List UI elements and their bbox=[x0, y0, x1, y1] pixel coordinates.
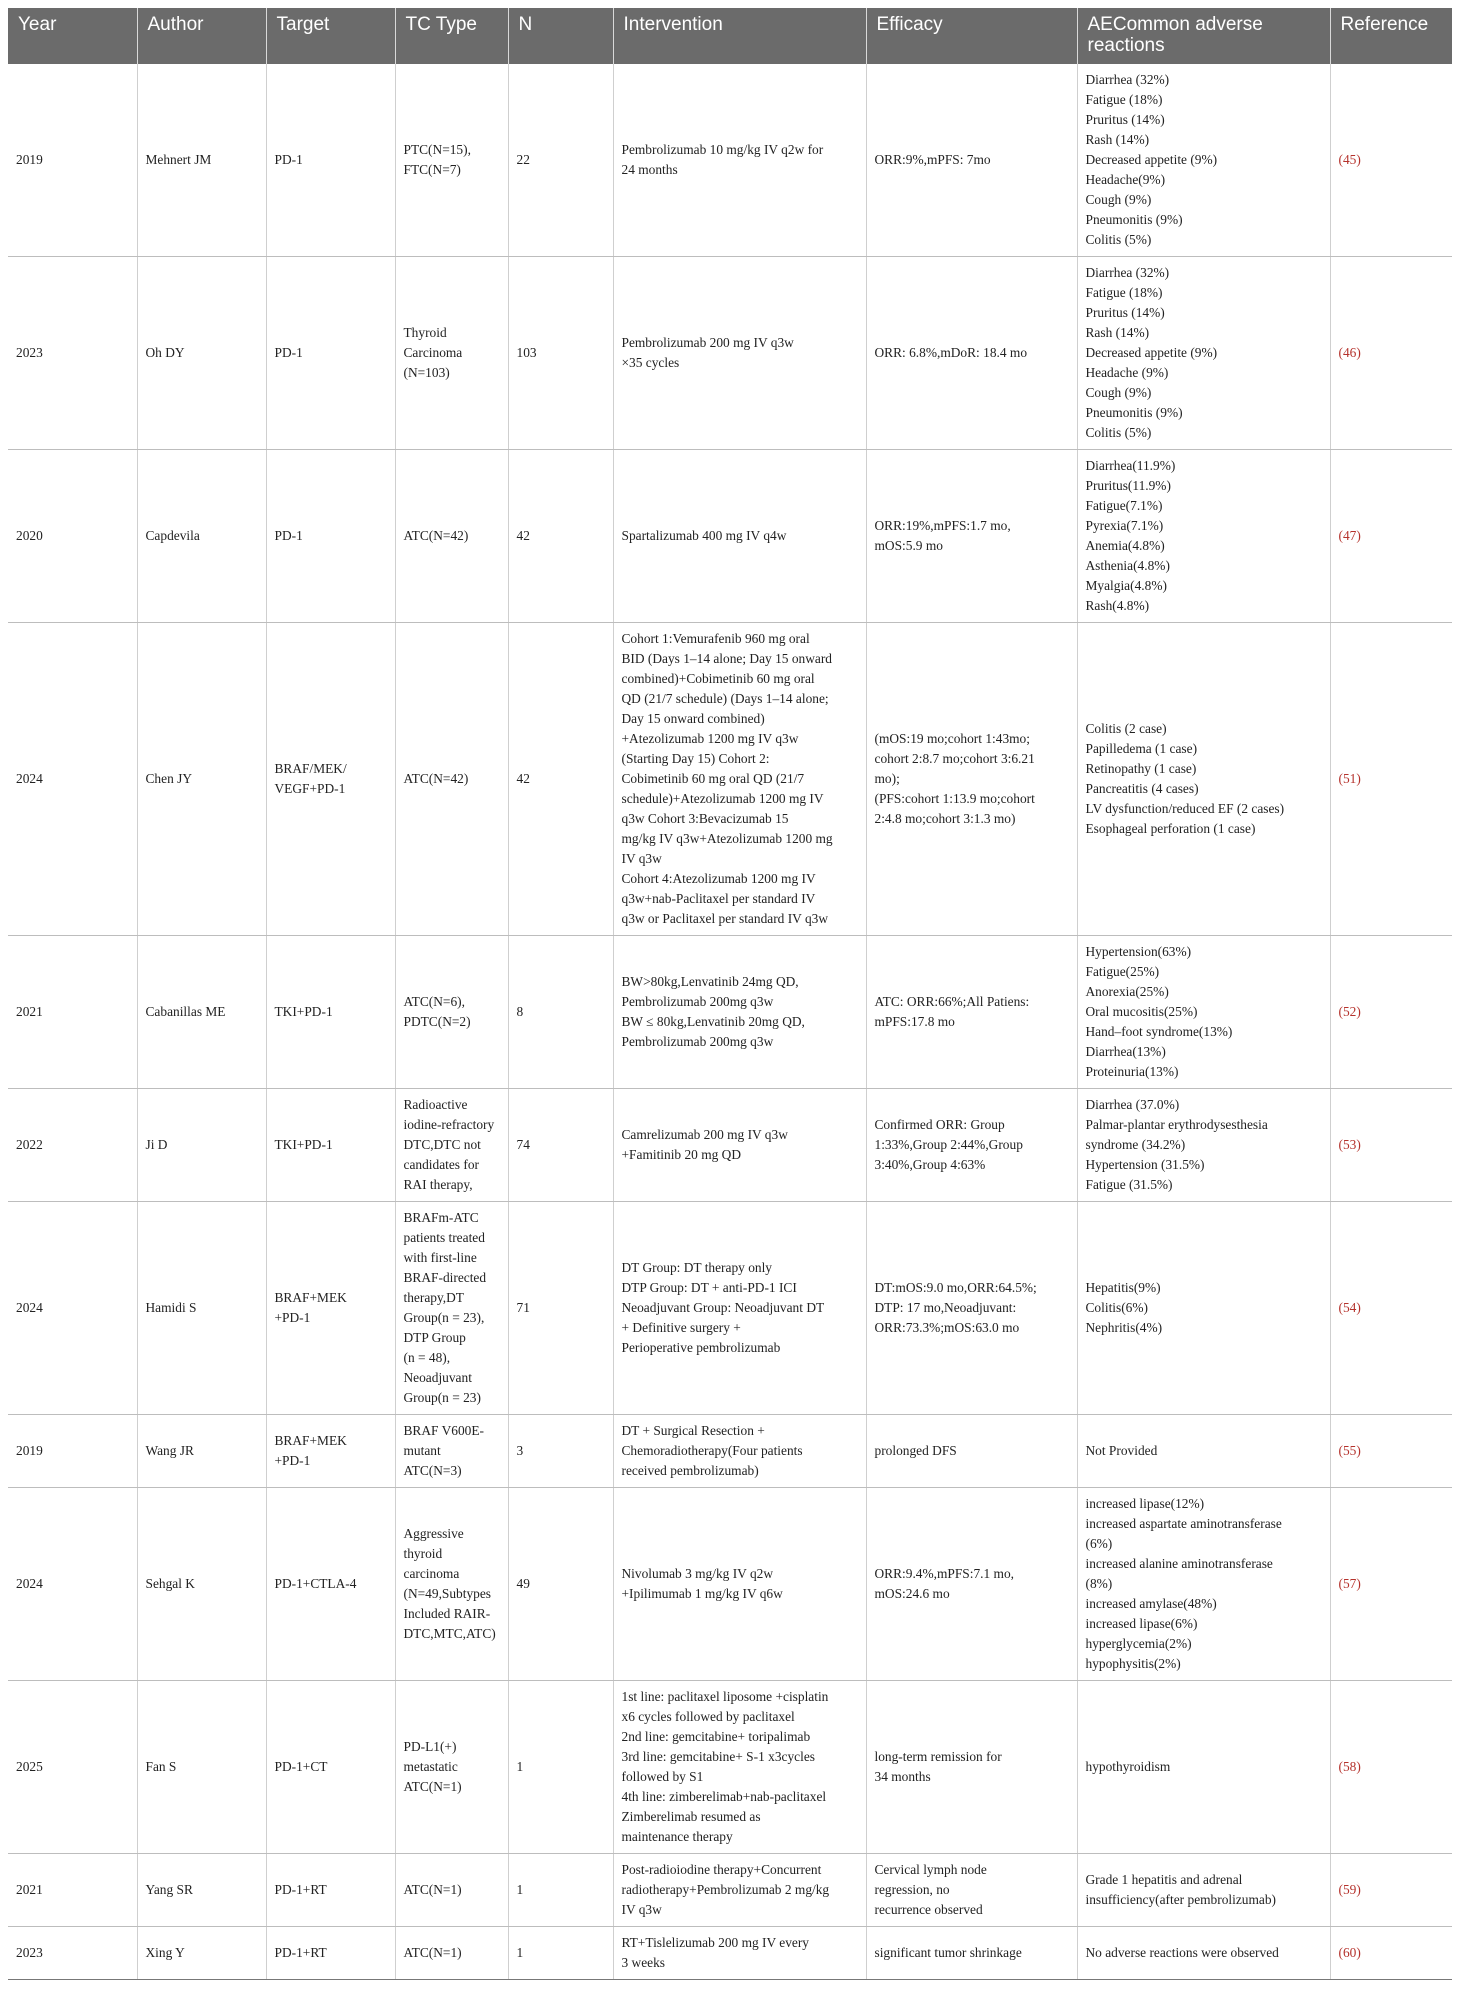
cell-efficacy: DT:mOS:9.0 mo,ORR:64.5%; DTP: 17 mo,Neoadjuvant: ORR:73.3%;mOS:63.0 mo bbox=[866, 1202, 1077, 1415]
header-reference: Reference bbox=[1330, 8, 1452, 64]
cell-tc-type: Radioactive iodine-refractory DTC,DTC not candidates for RAI therapy, bbox=[395, 1089, 508, 1202]
cell-tc-type: PTC(N=15), FTC(N=7) bbox=[395, 64, 508, 257]
reference-link[interactable]: (58) bbox=[1330, 1681, 1452, 1854]
header-n: N bbox=[508, 8, 613, 64]
reference-link[interactable]: (51) bbox=[1330, 623, 1452, 936]
reference-link[interactable]: (45) bbox=[1330, 64, 1452, 257]
cell-adverse-reactions: hypothyroidism bbox=[1077, 1681, 1330, 1854]
cell-target: TKI+PD-1 bbox=[266, 1089, 395, 1202]
cell-year: 2019 bbox=[8, 64, 137, 257]
cell-target: PD-1 bbox=[266, 257, 395, 450]
cell-efficacy: prolonged DFS bbox=[866, 1415, 1077, 1488]
cell-year: 2023 bbox=[8, 257, 137, 450]
table-row bbox=[8, 1488, 1452, 1681]
header-efficacy: Efficacy bbox=[866, 8, 1077, 64]
cell-author: Hamidi S bbox=[137, 1202, 266, 1415]
clinical-trials-table-container bbox=[8, 8, 1452, 1980]
cell-intervention: Pembrolizumab 10 mg/kg IV q2w for 24 months bbox=[613, 64, 866, 257]
cell-adverse-reactions: Not Provided bbox=[1077, 1415, 1330, 1488]
cell-n: 3 bbox=[508, 1415, 613, 1488]
cell-intervention: BW>80kg,Lenvatinib 24mg QD, Pembrolizumab 200mg q3w BW ≤ 80kg,Lenvatinib 20mg QD, Pembrolizumab 200mg q3w bbox=[613, 936, 866, 1089]
reference-link[interactable]: (60) bbox=[1330, 1927, 1452, 1980]
cell-n: 49 bbox=[508, 1488, 613, 1681]
cell-efficacy: Confirmed ORR: Group 1:33%,Group 2:44%,Group 3:40%,Group 4:63% bbox=[866, 1089, 1077, 1202]
reference-link[interactable]: (54) bbox=[1330, 1202, 1452, 1415]
cell-author: Wang JR bbox=[137, 1415, 266, 1488]
cell-year: 2024 bbox=[8, 1488, 137, 1681]
table-row bbox=[8, 1854, 1452, 1927]
cell-n: 8 bbox=[508, 936, 613, 1089]
cell-year: 2019 bbox=[8, 1415, 137, 1488]
cell-target: PD-1+CT bbox=[266, 1681, 395, 1854]
cell-target: PD-1 bbox=[266, 64, 395, 257]
cell-efficacy: ORR:9.4%,mPFS:7.1 mo, mOS:24.6 mo bbox=[866, 1488, 1077, 1681]
table-row bbox=[8, 623, 1452, 936]
table-row bbox=[8, 257, 1452, 450]
table-row bbox=[8, 1415, 1452, 1488]
cell-adverse-reactions: Diarrhea (32%) Fatigue (18%) Pruritus (14%) Rash (14%) Decreased appetite (9%) Headache (9%) Cough (9%) Pneumonitis (9%) Colitis (5%) bbox=[1077, 257, 1330, 450]
cell-adverse-reactions: No adverse reactions were observed bbox=[1077, 1927, 1330, 1980]
cell-n: 22 bbox=[508, 64, 613, 257]
table-header bbox=[8, 8, 1452, 64]
cell-intervention: Nivolumab 3 mg/kg IV q2w +Ipilimumab 1 mg/kg IV q6w bbox=[613, 1488, 866, 1681]
cell-efficacy: Cervical lymph node regression, no recurrence observed bbox=[866, 1854, 1077, 1927]
cell-intervention: Post-radioiodine therapy+Concurrent radiotherapy+Pembrolizumab 2 mg/kg IV q3w bbox=[613, 1854, 866, 1927]
cell-author: Xing Y bbox=[137, 1927, 266, 1980]
cell-intervention: Cohort 1:Vemurafenib 960 mg oral BID (Days 1–14 alone; Day 15 onward combined)+Cobimetinib 60 mg oral QD (21/7 schedule) (Days 1–14 alone; Day 15 onward combined) +Atezolizumab 1200 mg IV q3w (Starting Day 15) Cohort 2: Cobimetinib 60 mg oral QD (21/7 schedule)+Atezolizumab 1200 mg IV q3w Cohort 3:Bevacizumab 15 mg/kg IV q3w+Atezolizumab 1200 mg IV q3w Cohort 4:Atezolizumab 1200 mg IV q3w+nab-Paclitaxel per standard IV q3w or Paclitaxel per standard IV q3w bbox=[613, 623, 866, 936]
table-row bbox=[8, 450, 1452, 623]
header-author: Author bbox=[137, 8, 266, 64]
cell-tc-type: Aggressive thyroid carcinoma (N=49,Subtypes Included RAIR- DTC,MTC,ATC) bbox=[395, 1488, 508, 1681]
cell-efficacy: ORR:9%,mPFS: 7mo bbox=[866, 64, 1077, 257]
cell-target: PD-1+RT bbox=[266, 1927, 395, 1980]
cell-target: PD-1+CTLA-4 bbox=[266, 1488, 395, 1681]
cell-adverse-reactions: Diarrhea (32%) Fatigue (18%) Pruritus (14%) Rash (14%) Decreased appetite (9%) Headache(9%) Cough (9%) Pneumonitis (9%) Colitis (5%) bbox=[1077, 64, 1330, 257]
header-tc-type: TC Type bbox=[395, 8, 508, 64]
cell-intervention: 1st line: paclitaxel liposome +cisplatin x6 cycles followed by paclitaxel 2nd line: gemcitabine+ toripalimab 3rd line: gemcitabine+ S-1 x3cycles followed by S1 4th line: zimberelimab+nab-paclitaxel Zimberelimab resumed as maintenance therapy bbox=[613, 1681, 866, 1854]
header-row bbox=[8, 8, 1452, 64]
cell-tc-type: PD-L1(+) metastatic ATC(N=1) bbox=[395, 1681, 508, 1854]
cell-adverse-reactions: Diarrhea(11.9%) Pruritus(11.9%) Fatigue(7.1%) Pyrexia(7.1%) Anemia(4.8%) Asthenia(4.8%) Myalgia(4.8%) Rash(4.8%) bbox=[1077, 450, 1330, 623]
cell-author: Oh DY bbox=[137, 257, 266, 450]
cell-year: 2024 bbox=[8, 623, 137, 936]
cell-year: 2023 bbox=[8, 1927, 137, 1980]
cell-author: Yang SR bbox=[137, 1854, 266, 1927]
cell-adverse-reactions: Diarrhea (37.0%) Palmar-plantar erythrodysesthesia syndrome (34.2%) Hypertension (31.5%) Fatigue (31.5%) bbox=[1077, 1089, 1330, 1202]
header-adverse-reactions: AECommon adverse reactions bbox=[1077, 8, 1330, 64]
cell-tc-type: ATC(N=42) bbox=[395, 623, 508, 936]
cell-n: 71 bbox=[508, 1202, 613, 1415]
reference-link[interactable]: (53) bbox=[1330, 1089, 1452, 1202]
cell-tc-type: ATC(N=1) bbox=[395, 1927, 508, 1980]
cell-tc-type: ATC(N=6), PDTC(N=2) bbox=[395, 936, 508, 1089]
cell-adverse-reactions: Hypertension(63%) Fatigue(25%) Anorexia(25%) Oral mucositis(25%) Hand–foot syndrome(13%) Diarrhea(13%) Proteinuria(13%) bbox=[1077, 936, 1330, 1089]
cell-target: BRAF/MEK/ VEGF+PD-1 bbox=[266, 623, 395, 936]
cell-intervention: Pembrolizumab 200 mg IV q3w ×35 cycles bbox=[613, 257, 866, 450]
cell-efficacy: ORR: 6.8%,mDoR: 18.4 mo bbox=[866, 257, 1077, 450]
table-row bbox=[8, 1927, 1452, 1980]
cell-efficacy: long-term remission for 34 months bbox=[866, 1681, 1077, 1854]
table-body bbox=[8, 64, 1452, 1980]
cell-year: 2024 bbox=[8, 1202, 137, 1415]
cell-adverse-reactions: Colitis (2 case) Papilledema (1 case) Retinopathy (1 case) Pancreatitis (4 cases) LV dysfunction/reduced EF (2 cases) Esophageal perforation (1 case) bbox=[1077, 623, 1330, 936]
cell-n: 74 bbox=[508, 1089, 613, 1202]
cell-tc-type: ATC(N=1) bbox=[395, 1854, 508, 1927]
reference-link[interactable]: (47) bbox=[1330, 450, 1452, 623]
cell-n: 42 bbox=[508, 450, 613, 623]
cell-author: Mehnert JM bbox=[137, 64, 266, 257]
cell-tc-type: BRAF V600E- mutant ATC(N=3) bbox=[395, 1415, 508, 1488]
cell-author: Cabanillas ME bbox=[137, 936, 266, 1089]
reference-link[interactable]: (52) bbox=[1330, 936, 1452, 1089]
reference-link[interactable]: (57) bbox=[1330, 1488, 1452, 1681]
cell-target: BRAF+MEK +PD-1 bbox=[266, 1415, 395, 1488]
cell-intervention: RT+Tislelizumab 200 mg IV every 3 weeks bbox=[613, 1927, 866, 1980]
cell-author: Fan S bbox=[137, 1681, 266, 1854]
table-row bbox=[8, 1202, 1452, 1415]
table-row bbox=[8, 1089, 1452, 1202]
cell-n: 1 bbox=[508, 1854, 613, 1927]
cell-author: Sehgal K bbox=[137, 1488, 266, 1681]
cell-n: 1 bbox=[508, 1681, 613, 1854]
reference-link[interactable]: (59) bbox=[1330, 1854, 1452, 1927]
cell-n: 42 bbox=[508, 623, 613, 936]
cell-tc-type: Thyroid Carcinoma (N=103) bbox=[395, 257, 508, 450]
cell-n: 103 bbox=[508, 257, 613, 450]
table-row bbox=[8, 936, 1452, 1089]
clinical-trials-table bbox=[8, 8, 1452, 1980]
cell-efficacy: (mOS:19 mo;cohort 1:43mo; cohort 2:8.7 mo;cohort 3:6.21 mo); (PFS:cohort 1:13.9 mo;cohort 2:4.8 mo;cohort 3:1.3 mo) bbox=[866, 623, 1077, 936]
cell-efficacy: ATC: ORR:66%;All Patiens: mPFS:17.8 mo bbox=[866, 936, 1077, 1089]
cell-author: Ji D bbox=[137, 1089, 266, 1202]
cell-target: PD-1+RT bbox=[266, 1854, 395, 1927]
cell-target: BRAF+MEK +PD-1 bbox=[266, 1202, 395, 1415]
cell-efficacy: significant tumor shrinkage bbox=[866, 1927, 1077, 1980]
cell-adverse-reactions: increased lipase(12%) increased aspartate aminotransferase (6%) increased alanine aminotransferase (8%) increased amylase(48%) increased lipase(6%) hyperglycemia(2%) hypophysitis(2%) bbox=[1077, 1488, 1330, 1681]
cell-intervention: DT Group: DT therapy only DTP Group: DT + anti-PD-1 ICI Neoadjuvant Group: Neoadjuvant DT + Definitive surgery + Perioperative pembrolizumab bbox=[613, 1202, 866, 1415]
table-row bbox=[8, 1681, 1452, 1854]
header-year: Year bbox=[8, 8, 137, 64]
cell-intervention: Camrelizumab 200 mg IV q3w +Famitinib 20 mg QD bbox=[613, 1089, 866, 1202]
cell-adverse-reactions: Hepatitis(9%) Colitis(6%) Nephritis(4%) bbox=[1077, 1202, 1330, 1415]
cell-year: 2025 bbox=[8, 1681, 137, 1854]
table-row bbox=[8, 64, 1452, 257]
cell-year: 2021 bbox=[8, 936, 137, 1089]
cell-tc-type: BRAFm-ATC patients treated with first-line BRAF-directed therapy,DT Group(n = 23), DTP Group (n = 48), Neoadjuvant Group(n = 23) bbox=[395, 1202, 508, 1415]
cell-year: 2022 bbox=[8, 1089, 137, 1202]
cell-author: Capdevila bbox=[137, 450, 266, 623]
cell-year: 2021 bbox=[8, 1854, 137, 1927]
cell-tc-type: ATC(N=42) bbox=[395, 450, 508, 623]
header-intervention: Intervention bbox=[613, 8, 866, 64]
cell-intervention: DT + Surgical Resection + Chemoradiotherapy(Four patients received pembrolizumab) bbox=[613, 1415, 866, 1488]
cell-adverse-reactions: Grade 1 hepatitis and adrenal insufficiency(after pembrolizumab) bbox=[1077, 1854, 1330, 1927]
reference-link[interactable]: (55) bbox=[1330, 1415, 1452, 1488]
cell-year: 2020 bbox=[8, 450, 137, 623]
cell-intervention: Spartalizumab 400 mg IV q4w bbox=[613, 450, 866, 623]
reference-link[interactable]: (46) bbox=[1330, 257, 1452, 450]
cell-target: PD-1 bbox=[266, 450, 395, 623]
cell-efficacy: ORR:19%,mPFS:1.7 mo, mOS:5.9 mo bbox=[866, 450, 1077, 623]
header-target: Target bbox=[266, 8, 395, 64]
cell-target: TKI+PD-1 bbox=[266, 936, 395, 1089]
cell-n: 1 bbox=[508, 1927, 613, 1980]
cell-author: Chen JY bbox=[137, 623, 266, 936]
